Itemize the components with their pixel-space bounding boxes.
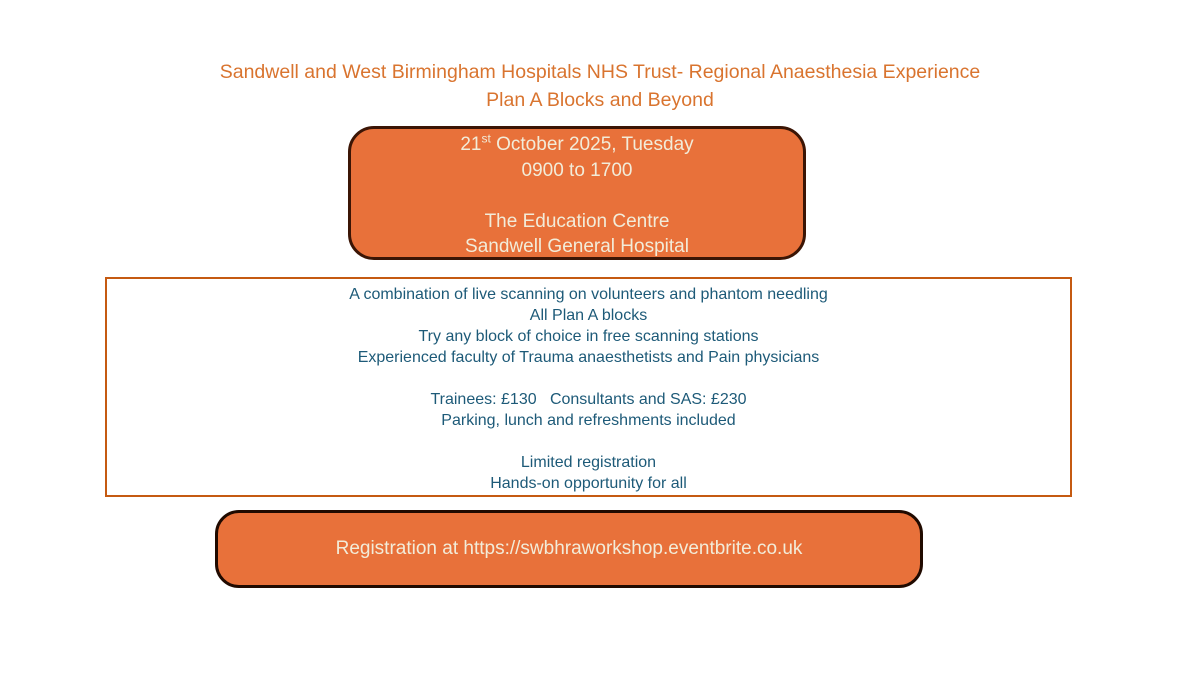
detail-line: Hands-on opportunity for all (490, 475, 687, 492)
detail-line: Experienced faculty of Trauma anaesthetists and Pain physicians (357, 349, 820, 366)
date-ordinal-superscript: st (481, 131, 491, 146)
detail-line: Parking, lunch and refreshments included (441, 412, 736, 429)
detail-line: Try any block of choice in free scanning stations (418, 328, 759, 345)
detail-line: Limited registration (520, 454, 657, 471)
page-title-line2: Plan A Blocks and Beyond (486, 89, 714, 111)
spacer-line (351, 183, 803, 209)
page-title-line1: Sandwell and West Birmingham Hospitals NHS Trust- Regional Anaesthesia Experience (219, 61, 981, 83)
detail-line: All Plan A blocks (529, 307, 648, 324)
event-date: 21st October 2025, Tuesday (460, 131, 694, 155)
detail-line: A combination of live scanning on volunteers and phantom needling (349, 286, 828, 303)
venue-hospital: Sandwell General Hospital (465, 236, 689, 258)
event-time: 0900 to 1700 (521, 159, 633, 181)
registration-url-text: Registration at https://swbhraworkshop.eventbrite.co.uk (335, 538, 803, 559)
pricing-line: Trainees: £130 Consultants and SAS: £230 (430, 391, 747, 408)
page-title (0, 58, 1200, 114)
detail-line-spacer (107, 368, 1070, 389)
event-details-box (105, 277, 1072, 497)
venue-name: The Education Centre (484, 210, 670, 232)
detail-line-spacer (107, 431, 1070, 452)
registration-box (215, 510, 923, 588)
date-venue-box (348, 126, 806, 260)
